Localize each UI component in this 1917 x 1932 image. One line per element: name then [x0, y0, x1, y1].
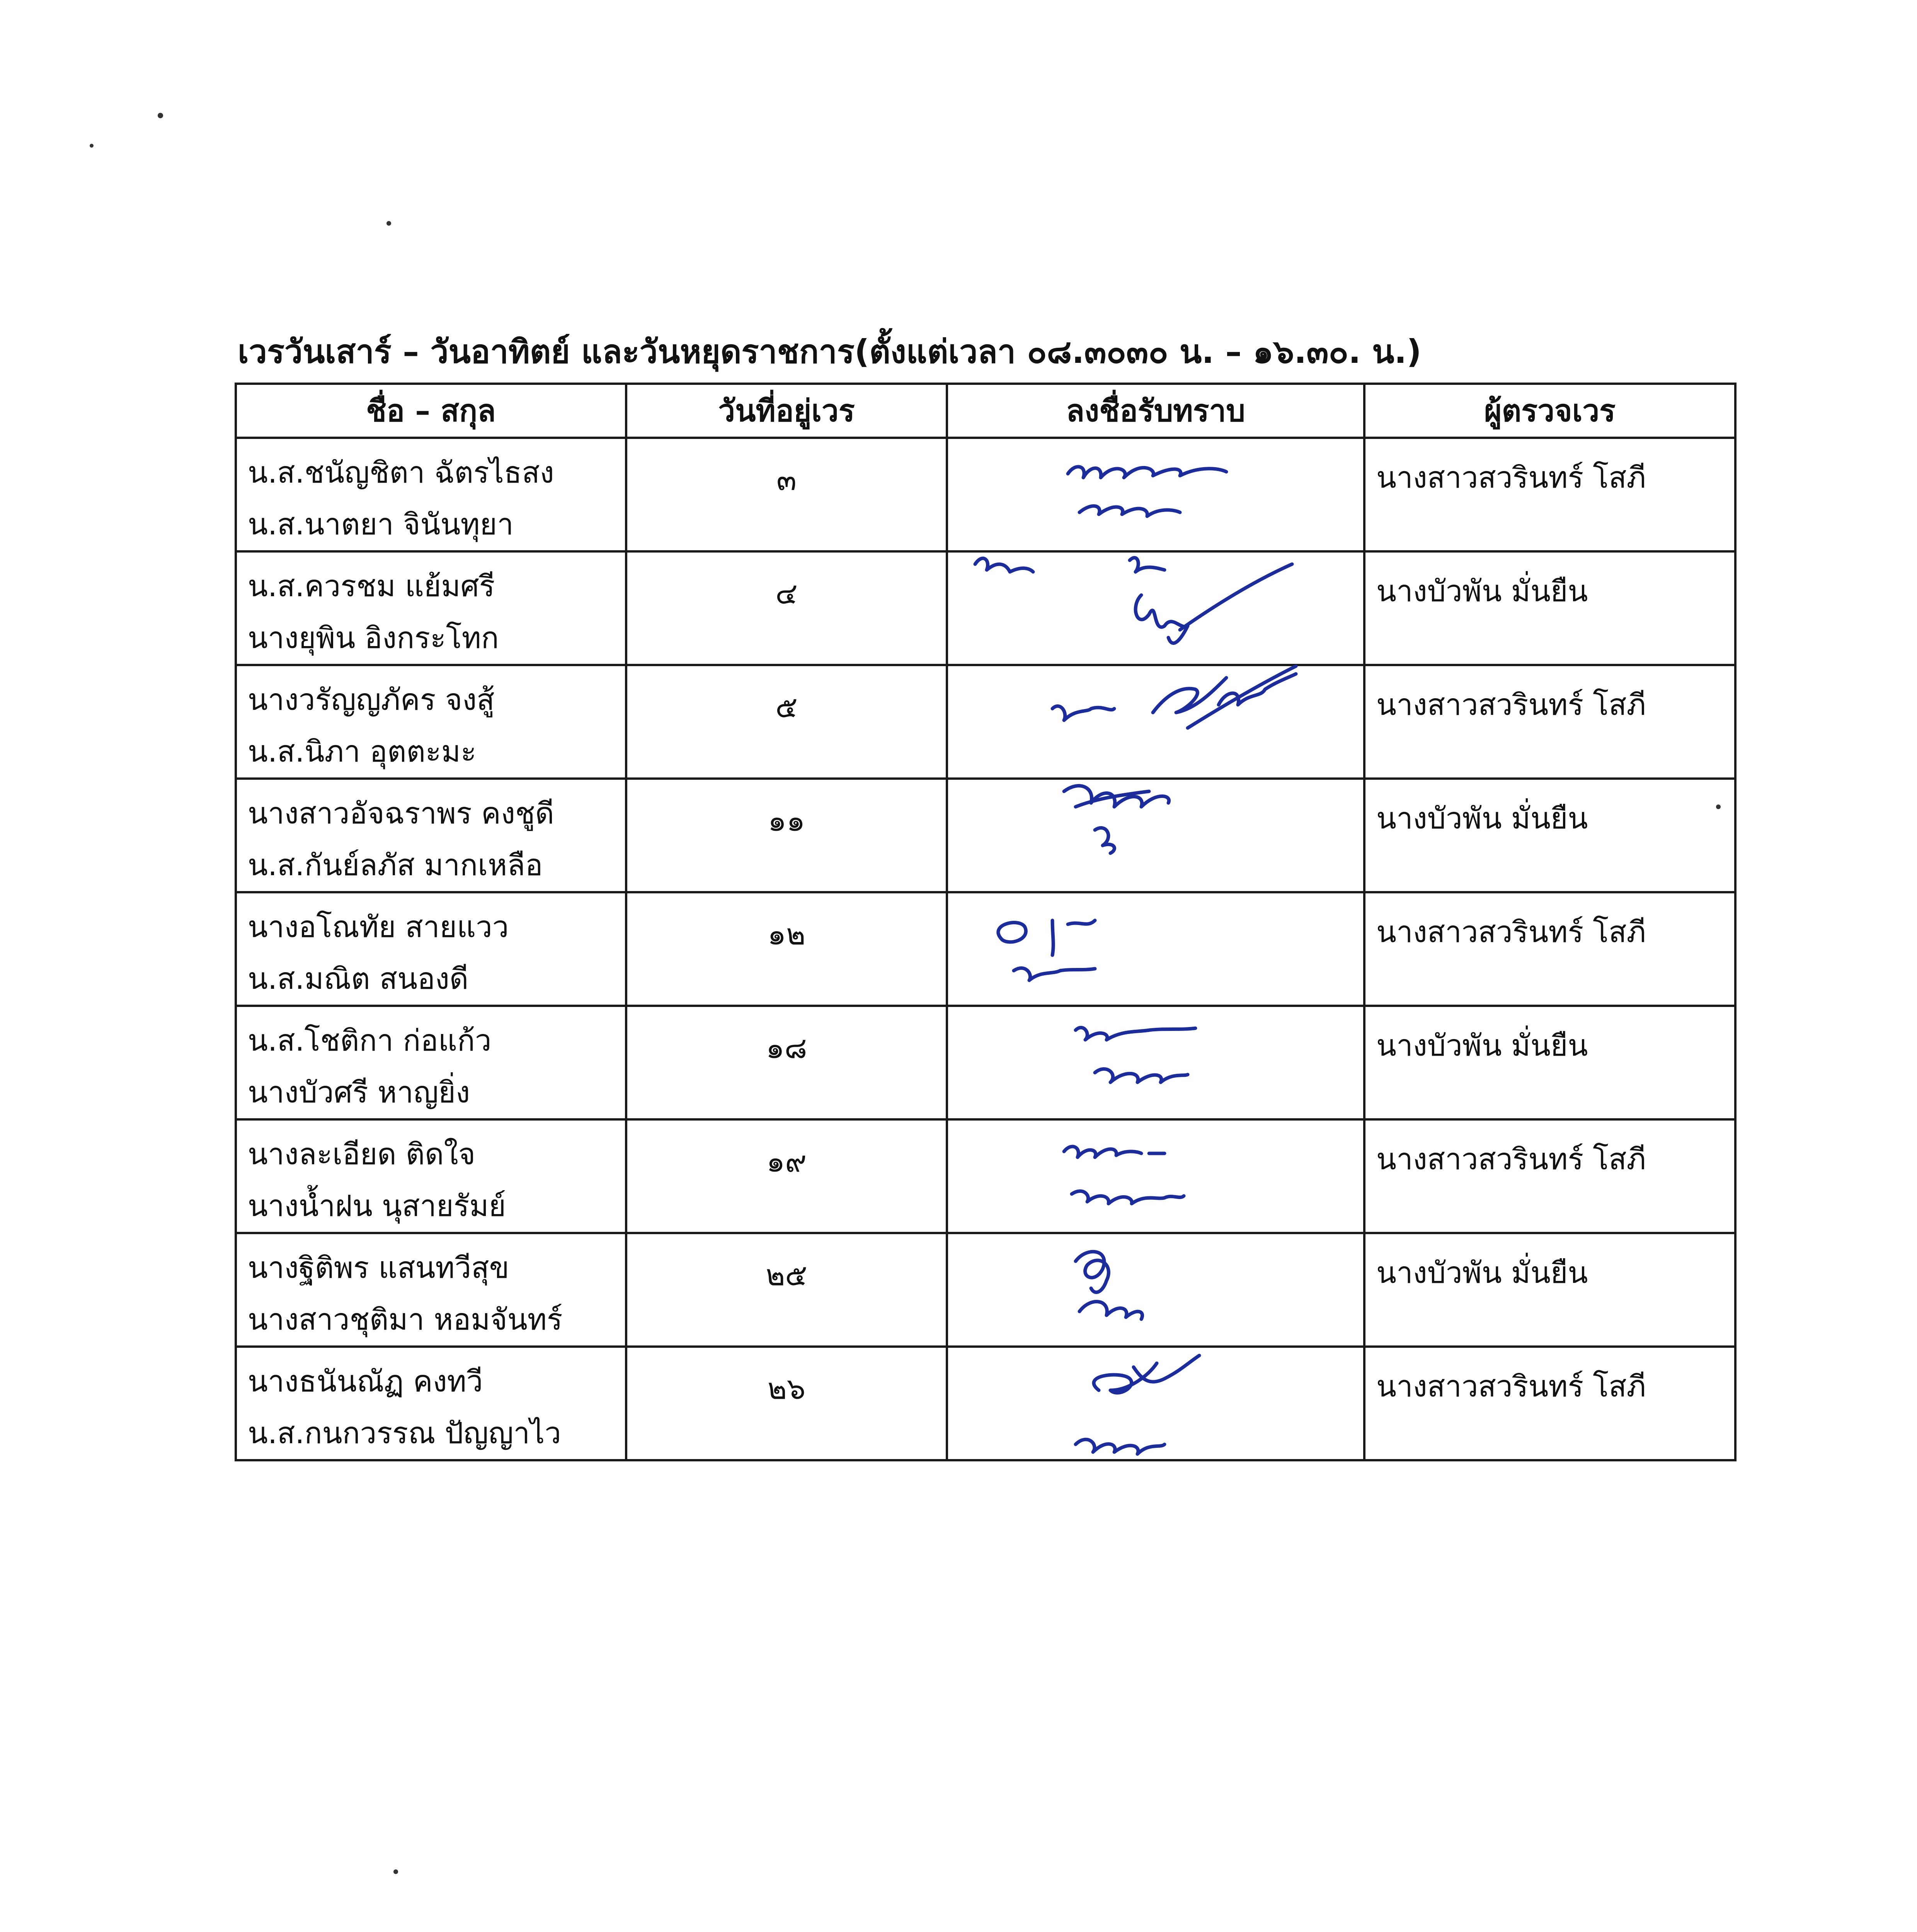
column-header-signature: ลงชื่อรับทราบ — [947, 384, 1364, 438]
table-row — [236, 551, 1735, 665]
table-row — [236, 1347, 1735, 1460]
names-cell — [236, 779, 626, 892]
duty-day: ๕ — [775, 690, 798, 724]
signature-cell — [947, 779, 1364, 892]
inspector-name: นางสาวสวรินทร์ โสภี — [1376, 687, 1646, 722]
staff-name: นางสาวอัจฉราพร คงชูดี — [248, 796, 554, 830]
names-cell — [236, 1233, 626, 1347]
names-cell — [236, 1119, 626, 1233]
inspector-cell — [1364, 779, 1735, 892]
inspector-name: นางบัวพัน มั่นยืน — [1376, 1255, 1588, 1290]
inspector-name: นางสาวสวรินทร์ โสภี — [1376, 1369, 1646, 1403]
day-cell — [626, 1006, 947, 1119]
staff-name: นางน้ำฝน นุสายรัมย์ — [248, 1189, 506, 1223]
day-cell — [626, 665, 947, 779]
roster-heading: เวรวันเสาร์ – วันอาทิตย์ และวันหยุดราชการ(ตั้งแต่เวลา ๐๘.๓๐๓๐ น. – ๑๖.๓๐. น.) — [238, 333, 1422, 371]
staff-name: นางละเอียด ติดใจ — [248, 1137, 476, 1171]
column-header-inspector: ผู้ตรวจเวร — [1364, 384, 1735, 438]
staff-name: น.ส.นิภา อุตตะมะ — [248, 734, 477, 769]
names-cell — [236, 551, 626, 665]
duty-day: ๒๕ — [766, 1258, 807, 1292]
duty-day: ๑๙ — [766, 1144, 807, 1179]
names-cell — [236, 438, 626, 551]
staff-name: นางสาวชุติมา หอมจันทร์ — [248, 1302, 563, 1337]
inspector-cell — [1364, 1233, 1735, 1347]
table-row — [236, 892, 1735, 1006]
staff-name: นางฐิติพร แสนทวีสุข — [248, 1250, 509, 1285]
inspector-name: นางบัวพัน มั่นยืน — [1376, 1028, 1588, 1063]
staff-name: น.ส.ชนัญชิตา ฉัตรไธสง — [248, 455, 554, 490]
column-header-name: ชื่อ – สกุล — [236, 384, 626, 438]
inspector-cell — [1364, 665, 1735, 779]
inspector-cell — [1364, 1347, 1735, 1460]
day-cell — [626, 1347, 947, 1460]
staff-name: น.ส.กนกวรรณ ปัญญาไว — [248, 1416, 561, 1450]
names-cell — [236, 665, 626, 779]
table-row — [236, 1233, 1735, 1347]
duty-day: ๑๒ — [767, 917, 806, 951]
inspector-cell — [1364, 551, 1735, 665]
table-row — [236, 1119, 1735, 1233]
table-row — [236, 438, 1735, 551]
staff-name: นางวรัญญภัคร จงสู้ — [248, 682, 495, 717]
day-cell — [626, 892, 947, 1006]
signature-cell — [947, 892, 1364, 1006]
signature-cell — [947, 1119, 1364, 1233]
names-cell — [236, 892, 626, 1006]
names-cell — [236, 1006, 626, 1119]
names-cell — [236, 1347, 626, 1460]
day-cell — [626, 551, 947, 665]
staff-name: น.ส.กันย์ลภัส มากเหลือ — [248, 848, 543, 882]
staff-name: น.ส.โชติกา ก่อแก้ว — [248, 1023, 492, 1058]
duty-day: ๑๘ — [766, 1031, 807, 1065]
staff-name: นางยุพิน อิงกระโทก — [248, 621, 499, 655]
duty-day: ๔ — [775, 576, 798, 611]
staff-name: น.ส.ควรชม แย้มศรี — [248, 569, 495, 603]
staff-name: นางบัวศรี หาญยิ่ง — [248, 1075, 470, 1109]
inspector-cell — [1364, 892, 1735, 1006]
staff-name: น.ส.นาตยา จินันทุยา — [248, 507, 514, 541]
inspector-cell — [1364, 1119, 1735, 1233]
signature-cell — [947, 665, 1364, 779]
duty-day: ๓ — [776, 463, 797, 497]
duty-roster-table — [235, 383, 1737, 1461]
scan-speck — [393, 1869, 398, 1874]
table-row — [236, 779, 1735, 892]
inspector-name: นางสาวสวรินทร์ โสภี — [1376, 1142, 1646, 1176]
signature-cell — [947, 1347, 1364, 1460]
scan-speck — [158, 113, 163, 118]
signature-cell — [947, 438, 1364, 551]
scan-speck — [386, 221, 391, 226]
staff-name: นางอโณทัย สายแวว — [248, 910, 509, 944]
handwritten-signature — [948, 1332, 1365, 1479]
scan-speck — [90, 144, 94, 148]
inspector-cell — [1364, 438, 1735, 551]
day-cell — [626, 1233, 947, 1347]
table-row — [236, 665, 1735, 779]
duty-day: ๑๑ — [768, 803, 805, 838]
inspector-name: นางบัวพัน มั่นยืน — [1376, 574, 1588, 608]
signature-cell — [947, 551, 1364, 665]
staff-name: นางธนันณัฏ คงทวี — [248, 1364, 483, 1398]
inspector-name: นางสาวสวรินทร์ โสภี — [1376, 915, 1646, 949]
duty-day: ๒๖ — [767, 1371, 806, 1406]
signature-cell — [947, 1006, 1364, 1119]
day-cell — [626, 438, 947, 551]
inspector-cell — [1364, 1006, 1735, 1119]
column-header-day: วันที่อยู่เวร — [626, 384, 947, 438]
inspector-name: นางสาวสวรินทร์ โสภี — [1376, 460, 1646, 495]
day-cell — [626, 779, 947, 892]
signature-cell — [947, 1233, 1364, 1347]
inspector-name: นางบัวพัน มั่นยืน — [1376, 801, 1588, 835]
table-row — [236, 1006, 1735, 1119]
staff-name: น.ส.มณิต สนองดี — [248, 961, 469, 996]
day-cell — [626, 1119, 947, 1233]
